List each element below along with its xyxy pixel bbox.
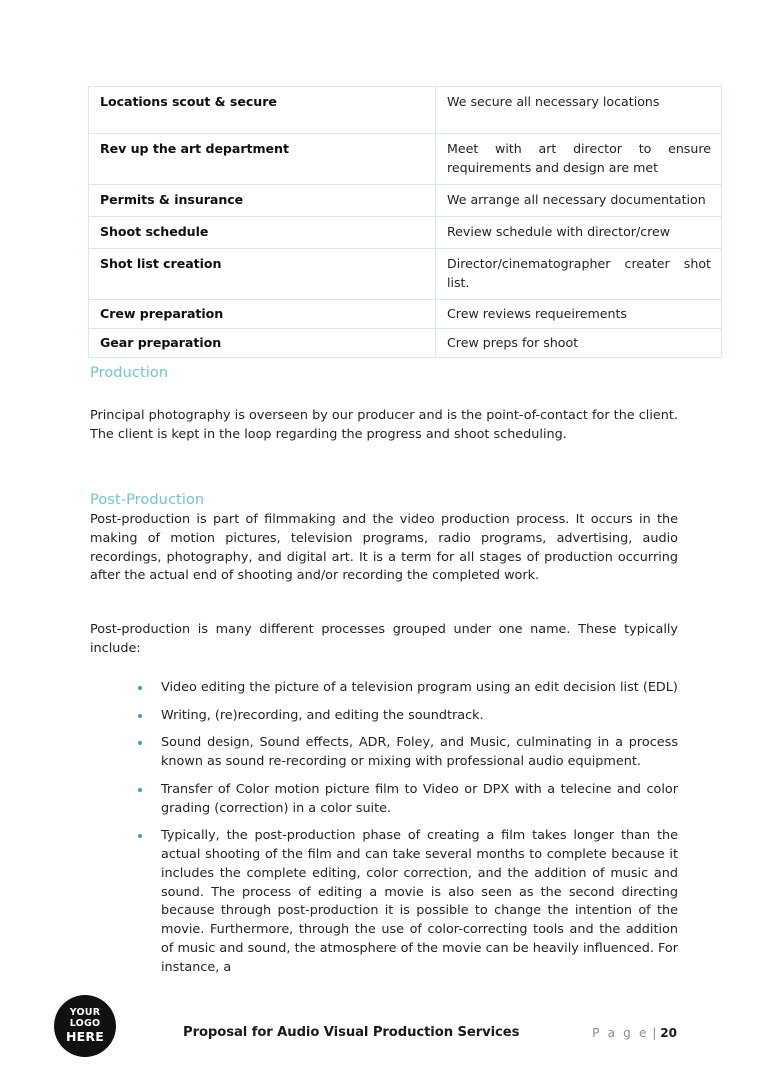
bullet-dot-icon	[138, 741, 142, 745]
list-item	[136, 707, 678, 726]
list-item-text: Sound design, Sound effects, ADR, Foley, and Music, culminating in a process known as sound re-recording or mixing with professional audio equipment.	[161, 735, 678, 770]
table-body	[89, 87, 722, 358]
task-description-cell: We secure all necessary locations	[436, 87, 722, 134]
post-production-paragraph-2: Post-production is many different processes grouped under one name. These typically include:	[90, 622, 678, 656]
task-name-cell: Crew preparation	[89, 299, 436, 328]
page-separator: |	[652, 1026, 657, 1040]
section-heading-post-production: Post-Production	[90, 492, 205, 508]
footer-page-number	[592, 1026, 677, 1040]
list-item	[136, 781, 678, 818]
list-item	[136, 734, 678, 771]
page-footer	[0, 994, 768, 1069]
task-name-cell: Shoot schedule	[89, 217, 436, 249]
production-tasks-table	[88, 86, 722, 358]
post-production-paragraph-1: Post-production is part of filmmaking and the video production process. It occurs in the making of motion pictures, television programs, radio programs, advertising, audio recordings, photography, and digital art. It is a term for all stages of production occurring after the actual end of shooting and/or recording the completed work.	[90, 512, 678, 584]
table-row	[89, 249, 722, 300]
list-item-text: Video editing the picture of a television program using an edit decision list (EDL)	[161, 680, 678, 695]
table-row	[89, 299, 722, 328]
task-name-cell: Gear preparation	[89, 329, 436, 358]
list-item	[136, 827, 678, 977]
list-item-text: Writing, (re)recording, and editing the soundtrack.	[161, 707, 484, 723]
list-item-text: Typically, the post-production phase of creating a film takes longer than the actual shooting of the film and can take several months to complete because it includes the complete editing, color correction, and the addition of music and sound. The process of editing a movie is also seen as the second directing because through post-production it is possible to change the intention of the movie. Furthermore, through the use of color-correcting tools and the addition of music and sound, the atmosphere of the movie can be heavily influenced. For instance, a	[161, 828, 678, 975]
table-row	[89, 184, 722, 216]
task-description-cell: Meet with art director to ensure requirements and design are met	[436, 134, 722, 185]
section-heading-production: Production	[90, 365, 169, 381]
task-name-cell: Permits & insurance	[89, 184, 436, 216]
task-name-cell: Rev up the art department	[89, 134, 436, 185]
table-row	[89, 134, 722, 185]
bullet-dot-icon	[138, 788, 142, 792]
page-number-value: 20	[660, 1026, 677, 1040]
production-paragraph: Principal photography is overseen by our producer and is the point-of-contact for the client. The client is kept in the loop regarding the progress and shoot scheduling.	[90, 408, 678, 442]
footer-document-title: Proposal for Audio Visual Production Services	[183, 1025, 520, 1040]
list-item	[136, 679, 678, 698]
logo-line-1: YOUR	[69, 1007, 101, 1019]
company-logo-placeholder	[54, 995, 116, 1057]
bullet-dot-icon	[138, 714, 142, 718]
logo-line-3: HERE	[66, 1028, 104, 1044]
logo-line-2: LOGO	[69, 1018, 101, 1029]
bullet-dot-icon	[138, 834, 142, 838]
task-description-cell: Crew reviews requeirements	[436, 299, 722, 328]
list-item-text: Transfer of Color motion picture film to Video or DPX with a telecine and color grading (correction) in a color suite.	[161, 781, 678, 816]
task-description-cell: Director/cinematographer creater shot list.	[436, 249, 722, 300]
table-row	[89, 217, 722, 249]
page-label: P a g e	[592, 1026, 649, 1040]
task-description-cell: We arrange all necessary documentation	[436, 184, 722, 216]
post-production-bullet-list	[136, 679, 678, 977]
task-name-cell: Locations scout & secure	[89, 87, 436, 134]
table-row	[89, 329, 722, 358]
bullet-dot-icon	[138, 686, 142, 690]
task-name-cell: Shot list creation	[89, 249, 436, 300]
task-description-cell: Crew preps for shoot	[436, 329, 722, 358]
table-row	[89, 87, 722, 134]
task-description-cell: Review schedule with director/crew	[436, 217, 722, 249]
